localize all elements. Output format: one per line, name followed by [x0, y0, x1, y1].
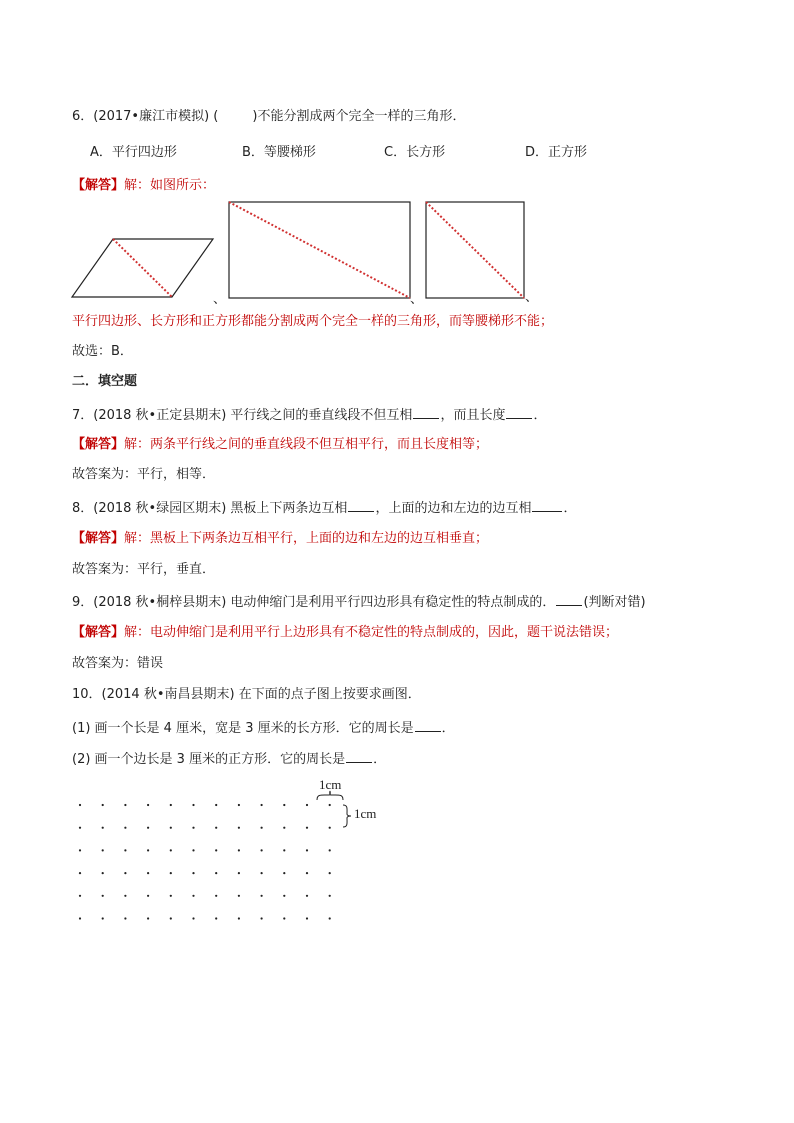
grid-dot	[261, 917, 263, 919]
separator-1: 、	[213, 292, 227, 307]
separator-2: 、	[410, 292, 424, 307]
grid-dot	[192, 917, 194, 919]
grid-dot	[192, 849, 194, 851]
grid-dot	[102, 804, 104, 806]
rectangle-figure	[228, 201, 412, 299]
square-diagonal	[426, 202, 524, 298]
q8-stem-c: ．	[563, 501, 577, 516]
q6-stem-b: )不能分割成两个完全一样的三角形．	[252, 109, 466, 124]
grid-dot	[238, 872, 240, 874]
grid-dot	[170, 849, 172, 851]
q9-stem	[72, 592, 646, 612]
grid-dot	[79, 917, 81, 919]
q6-answer-text: 解：如图所示：	[124, 178, 216, 193]
grid-dot	[329, 872, 331, 874]
grid-dot	[124, 849, 126, 851]
grid-dot	[238, 917, 240, 919]
q7-answer-text: 解：两条平行线之间的垂直线段不但互相平行，而且长度相等；	[124, 437, 489, 452]
q9-answer-text: 解：电动伸缩门是利用平行上边形具有不稳定性的特点制成的，因此，题干说法错误；	[124, 625, 619, 640]
q7-answer	[72, 436, 488, 454]
grid-dot	[192, 895, 194, 897]
grid-dot	[306, 849, 308, 851]
parallelogram-figure	[70, 236, 215, 298]
q10-stem: 10．(2014 秋•南昌县期末) 在下面的点子图上按要求画图．	[72, 687, 421, 702]
grid-dot	[192, 804, 194, 806]
q7-final: 故答案为：平行，相等．	[72, 467, 216, 482]
q6-option-b: B．等腰梯形	[242, 145, 316, 160]
grid-dot	[79, 827, 81, 829]
q6-stem-a: 6．(2017•廉江市模拟) (	[72, 109, 219, 124]
grid-dot	[170, 895, 172, 897]
q8-answer-tag: 【解答】	[72, 531, 125, 546]
grid-dot	[124, 917, 126, 919]
grid-dot	[306, 917, 308, 919]
grid-dot	[306, 827, 308, 829]
grid-dot	[102, 827, 104, 829]
grid-dot	[329, 849, 331, 851]
grid-dot	[170, 917, 172, 919]
grid-dot	[102, 895, 104, 897]
q6-answer	[72, 177, 215, 195]
grid-dot	[306, 804, 308, 806]
grid-dot	[147, 917, 149, 919]
grid-dot	[170, 804, 172, 806]
q7-stem-c: ．	[533, 408, 547, 423]
grid-dot	[170, 827, 172, 829]
q8-stem-b: ，上面的边和左边的边互相	[375, 501, 532, 516]
grid-dot	[192, 872, 194, 874]
grid-dot	[261, 827, 263, 829]
q9-stem-b: (判断对错)	[583, 595, 646, 610]
q6-stem	[72, 108, 465, 126]
grid-dot	[283, 827, 285, 829]
scale-brace-vertical	[342, 803, 354, 829]
parallelogram-diagonal	[113, 239, 172, 297]
q8-final: 故答案为：平行，垂直．	[72, 562, 216, 577]
scale-label-horizontal: 1cm	[319, 777, 342, 792]
q9-stem-a: 9．(2018 秋•桐梓县期末) 电动伸缩门是利用平行四边形具有稳定性的特点制成的．	[72, 595, 556, 610]
section-title: 二．填空题	[72, 374, 138, 389]
q9-final: 故答案为：错误	[72, 656, 164, 671]
grid-dot	[238, 827, 240, 829]
q10-part1-a: (1) 画一个长是 4 厘米，宽是 3 厘米的长方形．它的周长是	[72, 721, 414, 736]
grid-dot	[261, 849, 263, 851]
q6-answer-tag: 【解答】	[72, 178, 125, 193]
q10-part2-b: ．	[373, 752, 387, 767]
grid-dot	[147, 804, 149, 806]
dot-grid	[78, 800, 368, 940]
grid-dot	[238, 804, 240, 806]
grid-dot	[261, 804, 263, 806]
q6-option-a: A．平行四边形	[90, 145, 177, 160]
q10-part1-b: ．	[441, 721, 455, 736]
grid-dot	[329, 804, 331, 806]
grid-dot	[329, 895, 331, 897]
grid-dot	[306, 872, 308, 874]
q6-option-c: C．长方形	[384, 145, 446, 160]
grid-dot	[102, 849, 104, 851]
grid-dot	[215, 917, 217, 919]
q7-stem-a: 7．(2018 秋•正定县期末) 平行线之间的垂直线段不但互相	[72, 408, 413, 423]
grid-dot	[79, 804, 81, 806]
grid-dot	[147, 895, 149, 897]
grid-dot	[215, 827, 217, 829]
grid-dot	[215, 849, 217, 851]
q6-conclusion: 平行四边形、长方形和正方形都能分割成两个完全一样的三角形，而等腰梯形不能；	[72, 314, 554, 329]
grid-dot	[261, 872, 263, 874]
q10-part2	[72, 749, 386, 769]
rectangle-shape	[229, 202, 410, 298]
grid-dot	[79, 895, 81, 897]
grid-dot	[102, 872, 104, 874]
grid-dot	[238, 849, 240, 851]
grid-dot	[147, 872, 149, 874]
grid-dot	[261, 895, 263, 897]
separator-3: 、	[525, 290, 539, 305]
q6-final: 故选：B．	[72, 344, 133, 359]
grid-dot	[147, 827, 149, 829]
q7-stem-b: ，而且长度	[440, 408, 506, 423]
q10-part2-a: (2) 画一个边长是 3 厘米的正方形．它的周长是	[72, 752, 346, 767]
q7-stem	[72, 405, 546, 425]
q6-option-d: D．正方形	[525, 145, 588, 160]
q8-stem	[72, 498, 576, 518]
grid-dot	[124, 804, 126, 806]
q9-answer-tag: 【解答】	[72, 625, 125, 640]
q8-stem-a: 8．(2018 秋•绿园区期末) 黑板上下两条边互相	[72, 501, 348, 516]
grid-dot	[147, 849, 149, 851]
grid-dot	[215, 895, 217, 897]
grid-dot	[283, 917, 285, 919]
grid-dot	[170, 872, 172, 874]
scale-label-vertical: 1cm	[354, 806, 377, 821]
square-figure	[425, 201, 526, 299]
grid-dot	[124, 827, 126, 829]
grid-dot	[238, 895, 240, 897]
grid-dot	[306, 895, 308, 897]
grid-dot	[192, 827, 194, 829]
grid-dot	[283, 804, 285, 806]
grid-dot	[124, 895, 126, 897]
grid-dot	[102, 917, 104, 919]
q9-answer	[72, 624, 618, 642]
q8-answer	[72, 530, 488, 548]
grid-dot	[329, 917, 331, 919]
grid-dot	[79, 849, 81, 851]
grid-dot	[283, 849, 285, 851]
q8-answer-text: 解：黑板上下两条边互相平行，上面的边和左边的边互相垂直；	[124, 531, 489, 546]
grid-dot	[79, 872, 81, 874]
q7-answer-tag: 【解答】	[72, 437, 125, 452]
grid-dot	[283, 872, 285, 874]
grid-dot	[215, 804, 217, 806]
q10-part1	[72, 718, 455, 738]
grid-dot	[124, 872, 126, 874]
rectangle-diagonal	[229, 202, 410, 298]
grid-dot	[215, 872, 217, 874]
grid-dot	[283, 895, 285, 897]
grid-dot	[329, 827, 331, 829]
